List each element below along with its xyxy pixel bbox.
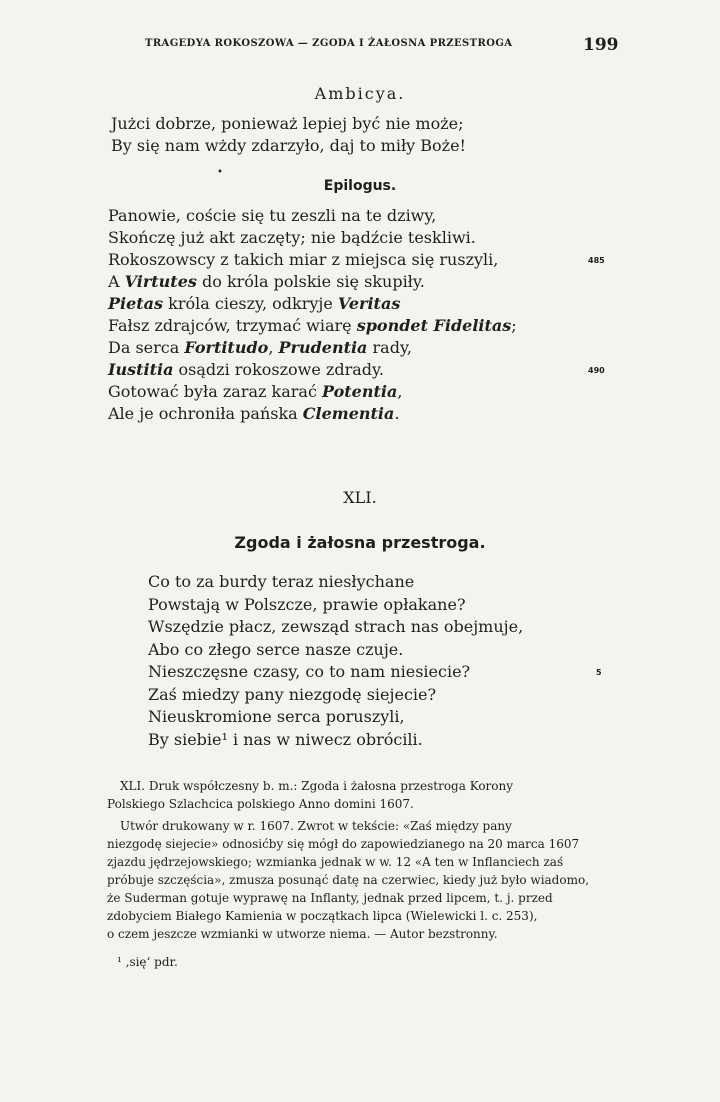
footnote-line: próbuje szczęścia», zmusza posunąć datę na czerwiec, kiedy już było wiadomo, bbox=[107, 873, 590, 887]
verse-line bbox=[108, 360, 384, 379]
verse-text: Skończę już akt zaczęty; nie bądźcie teskliwi. bbox=[108, 228, 476, 247]
verse-line: Co to za burdy teraz niesłychane bbox=[148, 572, 415, 591]
verse-line bbox=[108, 228, 476, 247]
epilogue-heading: Epilogus. bbox=[323, 178, 397, 194]
verse-line bbox=[108, 404, 399, 423]
latin-term: Veritas bbox=[337, 294, 401, 313]
footnote-line: że Suderman gotuje wyprawę na Inflanty, jednak przed lipcem, t. j. przed bbox=[107, 891, 553, 905]
verse-line: Nieszczęsne czasy, co to nam niesiecie? bbox=[148, 662, 471, 681]
latin-term: Prudentia bbox=[278, 338, 368, 357]
verse-line bbox=[108, 382, 402, 401]
line-number: 490 bbox=[588, 366, 605, 375]
verse-line: Powstają w Polszcze, prawie opłakane? bbox=[148, 594, 466, 614]
verse-text: Panowie, coście się tu zeszli na te dziwy, bbox=[108, 206, 437, 225]
latin-term: Pietas bbox=[108, 294, 164, 313]
latin-term: Virtutes bbox=[124, 272, 197, 291]
line-number: 5 bbox=[596, 668, 602, 677]
verse-text: Fałsz zdrajców, trzymać wiarę bbox=[108, 316, 357, 335]
verse-line: Abo co złego serce nasze czuje. bbox=[148, 639, 404, 659]
verse-line: Wszędzie płacz, zewsząd strach nas obejmuje, bbox=[148, 617, 524, 636]
verse-text: , bbox=[268, 338, 279, 357]
verse-text: . bbox=[394, 404, 400, 423]
verse-line: By się nam wżdy zdarzyło, daj to miły Boże! bbox=[111, 136, 466, 155]
verse-text: osądzi rokoszowe zdrady. bbox=[173, 360, 385, 379]
footnote-line: ¹ ‚się‘ pdr. bbox=[117, 955, 178, 969]
line-number: 485 bbox=[588, 256, 605, 265]
verse-line bbox=[108, 206, 436, 225]
verse-text: , bbox=[397, 382, 403, 401]
latin-term: Fortitudo bbox=[184, 338, 269, 357]
verse-text: Ale je ochroniła pańska bbox=[108, 404, 303, 423]
divider-star: • bbox=[217, 167, 223, 178]
verse-line: Zaś miedzy pany niezgodę siejecie? bbox=[148, 684, 437, 704]
latin-term: Potentia bbox=[322, 382, 398, 401]
footnote-line: Utwór drukowany w r. 1607. Zwrot w tekście: «Zaś między pany bbox=[120, 819, 512, 833]
section-title-ambicya: Ambicya. bbox=[314, 84, 406, 103]
verse-text: Da serca bbox=[108, 338, 185, 357]
running-title: TRAGEDYA ROKOSZOWA — ZGODA I ŻAŁOSNA PRZESTROGA bbox=[145, 38, 513, 49]
footnote-line: zjazdu jędrzejowskiego; wzmianka jednak w w. 12 «A ten w Inflanciech zaś bbox=[107, 855, 564, 869]
verse-line: Jużci dobrze, ponieważ lepiej być nie może; bbox=[111, 114, 464, 133]
verse-text: ; bbox=[511, 316, 517, 335]
verse-text: A bbox=[108, 272, 125, 291]
latin-term: Iustitia bbox=[108, 360, 174, 379]
latin-term: Clementia bbox=[302, 404, 395, 423]
footnote-line: XLI. Druk współczesny b. m.: Zgoda i żałosna przestroga Korony bbox=[120, 779, 514, 793]
footnote-line: niezgodę siejecie» odnosićby się mógł do zapowiedzianego na 20 marca 1607 bbox=[107, 837, 580, 851]
footnote-line: Polskiego Szlachcica polskiego Anno domini 1607. bbox=[107, 797, 414, 811]
verse-text: rady, bbox=[367, 338, 412, 357]
verse-text: Rokoszowscy z takich miar z miejsca się ruszyli, bbox=[108, 250, 499, 269]
poem-number: XLI. bbox=[343, 488, 377, 507]
verse-line: Nieuskromione serca poruszyli, bbox=[148, 707, 405, 726]
verse-text: króla cieszy, odkryje bbox=[163, 294, 338, 313]
latin-term: spondet Fidelitas bbox=[356, 316, 512, 335]
verse-line bbox=[108, 294, 400, 313]
verse-line bbox=[108, 338, 412, 357]
verse-line: By siebie¹ i nas w niwecz obrócili. bbox=[148, 729, 423, 749]
verse-text: do króla polskie się skupiły. bbox=[196, 272, 425, 291]
poem-title: Zgoda i żałosna przestroga. bbox=[234, 533, 486, 552]
page-number: 199 bbox=[583, 35, 619, 55]
verse-line bbox=[108, 272, 425, 291]
footnote-line: o czem jeszcze wzmianki w utworze niema. — Autor bezstronny. bbox=[107, 927, 498, 941]
verse-line bbox=[108, 316, 517, 335]
verse-text: Gotować była zaraz karać bbox=[108, 382, 322, 401]
verse-line bbox=[108, 250, 498, 269]
footnote-line: zdobyciem Białego Kamienia w początkach lipca (Wielewicki l. c. 253), bbox=[107, 909, 538, 923]
